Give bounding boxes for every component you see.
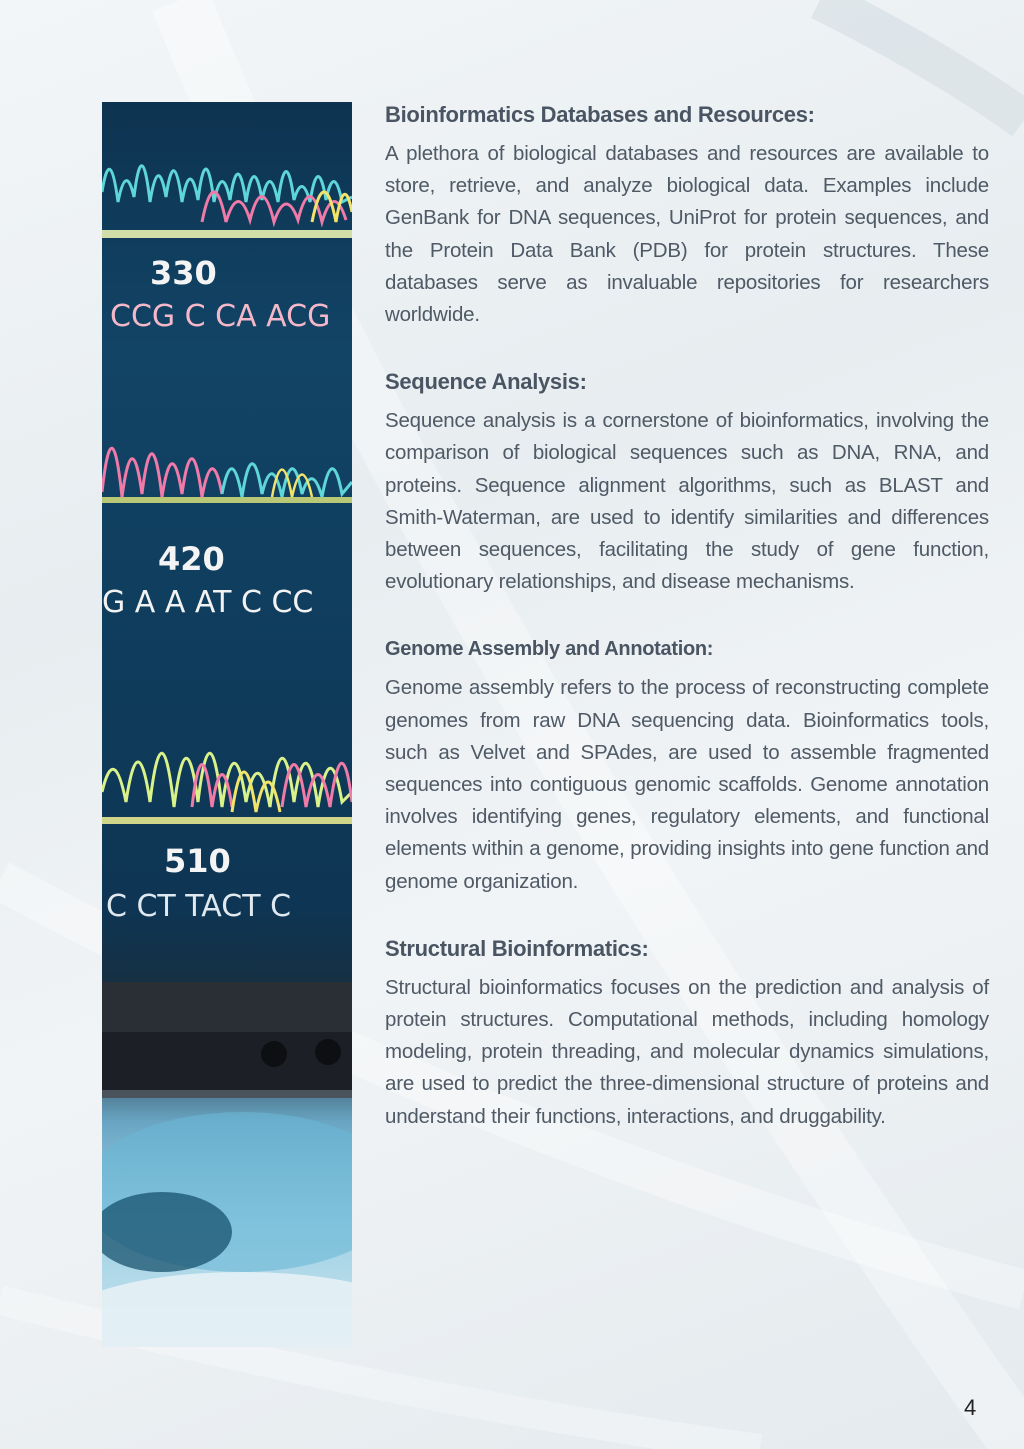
section-heading: Structural Bioinformatics: [385, 935, 649, 961]
trace-number-420: 420 [158, 540, 225, 578]
section-paragraph: Structural bioinformatics focuses on the prediction and analysis of protein structures. Computational methods, including homology modeling, protein threading, and molecular dynamics simulations, are used to predict the three-dimensional structure of proteins and understand their functions, interactions, and druggability. [385, 975, 989, 1128]
chromatogram-illustration [102, 102, 352, 1347]
section-sequence-analysis [385, 367, 989, 598]
dna-sequencing-image [102, 102, 352, 1347]
section-paragraph: A plethora of biological databases and resources are available to store, retrieve, and analyze biological data. Examples include GenBank for DNA sequences, UniProt for protein sequences, and the Protein Data Bank (PDB) for protein structures. These databases serve as invaluable repositories for researchers worldwide. [385, 142, 989, 327]
monitor-button-icon [261, 1041, 287, 1067]
section-genome-assembly [385, 634, 989, 897]
section-paragraph: Genome assembly refers to the process of reconstructing complete genomes from raw DNA sequencing data. Bioinformatics tools, such as Velvet and SPAdes, are used to assemble fragmented sequences into contiguous genomic scaffolds. Genome annotation involves identifying genes, regulatory elements, and functional elements within a genome, providing insights into gene function and genome organization. [385, 676, 989, 893]
trace-bases-510: C CT TACT C [106, 889, 292, 924]
section-paragraph: Sequence analysis is a cornerstone of bioinformatics, involving the comparison of biological sequences such as DNA, RNA, and proteins. Sequence alignment algorithms, such as BLAST and Smith-Waterman, are used to identify similarities and differences between sequences, facilitating the study of gene function, evolutionary relationships, and disease mechanisms. [385, 409, 989, 594]
trace-number-330: 330 [150, 254, 217, 292]
page-number: 4 [964, 1395, 977, 1420]
section-heading: Genome Assembly and Annotation: [385, 638, 714, 661]
section-structural-bioinformatics [385, 934, 989, 1133]
section-heading: Sequence Analysis: [385, 369, 587, 395]
main-content [385, 100, 989, 1169]
trace-bases-420: G A A AT C CC [102, 585, 314, 620]
trace-bases-330: CCG C CA ACG [110, 299, 331, 334]
section-databases [385, 100, 989, 331]
monitor-button-icon [315, 1039, 341, 1065]
trace-number-510: 510 [164, 842, 231, 880]
section-heading: Bioinformatics Databases and Resources: [385, 102, 815, 127]
